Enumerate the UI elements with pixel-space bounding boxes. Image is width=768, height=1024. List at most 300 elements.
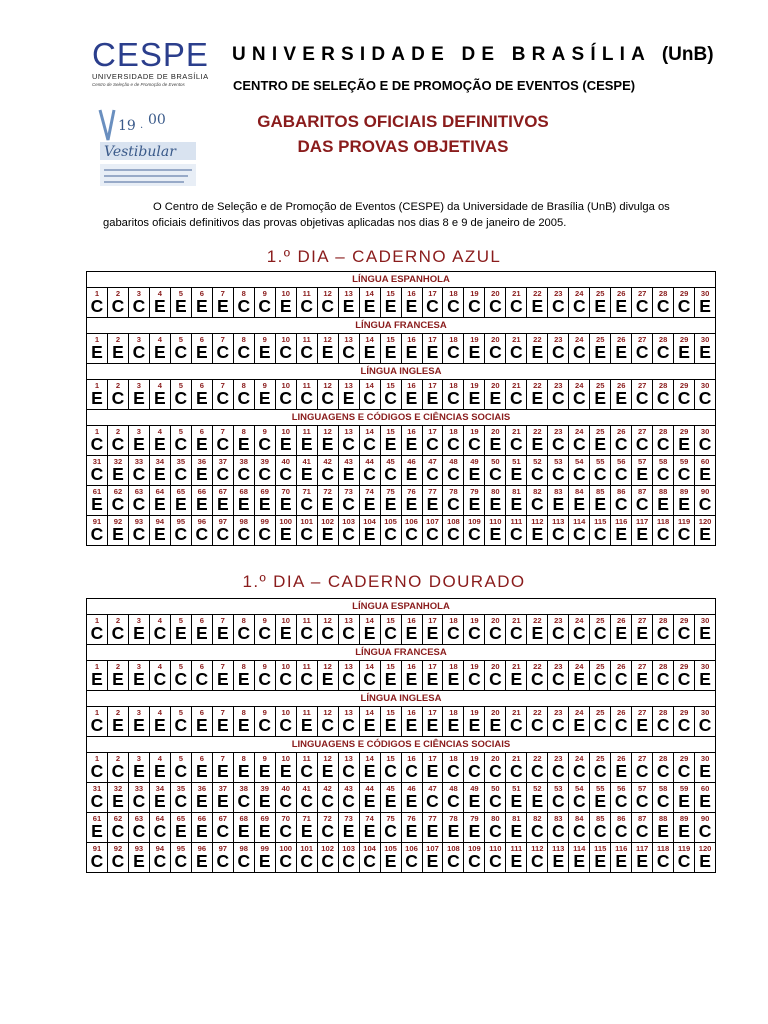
answer-cell	[443, 486, 464, 515]
answer-letter: E	[426, 342, 439, 362]
answer-letter: E	[133, 715, 145, 735]
answer-cell	[569, 843, 590, 872]
question-number: 50	[491, 784, 500, 793]
answer-letter: C	[531, 669, 544, 689]
answer-letter: E	[154, 388, 166, 408]
question-number: 84	[575, 814, 584, 823]
question-number: 20	[491, 335, 500, 344]
answer-letter: C	[426, 434, 439, 454]
question-number: 66	[197, 487, 207, 496]
question-number: 20	[491, 381, 500, 390]
question-number: 65	[176, 487, 186, 496]
answer-letter: E	[615, 851, 628, 871]
answer-letter: C	[321, 715, 334, 735]
answer-letter: E	[531, 623, 544, 643]
answer-letter: C	[132, 494, 146, 514]
answer-cell	[464, 661, 485, 690]
question-number: 91	[92, 844, 102, 853]
question-number: 74	[365, 814, 374, 823]
answer-letter: C	[90, 623, 104, 643]
answer-cell	[590, 753, 611, 782]
answer-cell	[632, 615, 653, 644]
question-number: 13	[344, 708, 353, 717]
answer-letter: E	[447, 715, 460, 735]
answer-letter: C	[677, 524, 691, 544]
question-number: 22	[533, 754, 542, 763]
question-number: 27	[637, 754, 647, 763]
answer-cell	[485, 516, 506, 545]
answer-cell	[360, 813, 381, 842]
question-number: 58	[658, 457, 668, 466]
answer-letter: C	[593, 524, 607, 544]
answer-letter: C	[111, 761, 125, 781]
question-number: 12	[323, 754, 332, 763]
answer-cell	[653, 661, 674, 690]
question-number: 66	[197, 814, 207, 823]
answer-cell	[548, 486, 569, 515]
answer-cell	[443, 516, 464, 545]
question-number: 41	[302, 457, 311, 466]
answer-letter: C	[614, 434, 628, 454]
answer-cell	[653, 334, 674, 363]
answer-letter: C	[111, 821, 125, 841]
answer-cell	[87, 334, 108, 363]
answer-cell	[423, 334, 444, 363]
answer-cell	[150, 334, 171, 363]
document-title-line2: DAS PROVAS OBJETIVAS	[297, 137, 509, 156]
question-number: 40	[281, 457, 290, 466]
answer-letter: C	[447, 464, 460, 484]
answer-letter: E	[237, 434, 250, 454]
answer-cell	[569, 813, 590, 842]
answer-letter: C	[342, 715, 355, 735]
question-number: 4	[157, 754, 162, 763]
question-number: 5	[178, 427, 183, 436]
answer-cell	[129, 486, 150, 515]
question-number: 28	[658, 708, 668, 717]
answer-letter: C	[342, 524, 355, 544]
answer-cell	[192, 843, 213, 872]
answer-cell	[360, 753, 381, 782]
answer-cell	[506, 753, 527, 782]
answer-letter: C	[468, 851, 481, 871]
question-number: 62	[113, 487, 123, 496]
answer-cell	[360, 843, 381, 872]
answer-cell	[381, 843, 402, 872]
answer-cell	[632, 380, 653, 409]
question-number: 8	[241, 335, 246, 344]
answer-letter: C	[447, 791, 460, 811]
question-number: 87	[637, 814, 647, 823]
answer-letter: E	[699, 524, 711, 544]
answer-cell	[423, 783, 444, 812]
answer-letter: E	[112, 524, 124, 544]
answer-cell	[423, 615, 444, 644]
question-number: 9	[262, 616, 267, 625]
question-number: 2	[115, 427, 121, 436]
question-number: 44	[365, 784, 374, 793]
question-number: 47	[428, 457, 437, 466]
answer-letter: E	[321, 669, 334, 689]
document-title-line1: GABARITOS OFICIAIS DEFINITIVOS	[257, 112, 549, 131]
answer-letter: C	[656, 296, 670, 316]
answer-letter: E	[112, 791, 124, 811]
question-number: 103	[342, 517, 355, 526]
answer-cell	[674, 516, 695, 545]
answer-letter: C	[426, 791, 439, 811]
answer-row	[87, 843, 715, 872]
answer-cell	[234, 753, 255, 782]
answer-letter: C	[677, 715, 691, 735]
question-number: 21	[512, 616, 521, 625]
answer-cell	[569, 516, 590, 545]
answer-letter: C	[321, 851, 334, 871]
question-number: 63	[134, 814, 144, 823]
question-number: 5	[178, 662, 183, 671]
question-number: 11	[302, 708, 311, 717]
subject-header: LÍNGUA ESPANHOLA	[87, 272, 715, 288]
answer-cell	[590, 456, 611, 485]
answer-letter: E	[175, 623, 187, 643]
question-number: 50	[491, 457, 500, 466]
question-number: 30	[700, 754, 710, 763]
answer-cell	[695, 707, 715, 736]
question-number: 28	[658, 754, 668, 763]
question-number: 3	[136, 662, 142, 671]
answer-letter: C	[489, 821, 502, 841]
answer-letter: E	[468, 715, 481, 735]
question-number: 30	[700, 289, 710, 298]
question-number: 86	[616, 487, 626, 496]
question-number: 4	[157, 662, 162, 671]
question-number: 10	[281, 381, 290, 390]
answer-letter: E	[342, 296, 355, 316]
answer-letter: C	[384, 388, 397, 408]
question-number: 20	[491, 427, 500, 436]
question-number: 16	[407, 662, 416, 671]
question-number: 83	[554, 487, 563, 496]
answer-cell	[527, 334, 548, 363]
question-number: 4	[157, 616, 162, 625]
question-number: 92	[113, 844, 123, 853]
answer-cell	[129, 783, 150, 812]
answer-letter: C	[153, 669, 167, 689]
answer-letter: E	[175, 494, 187, 514]
answer-letter: E	[384, 342, 397, 362]
answer-letter: C	[635, 791, 649, 811]
question-number: 117	[636, 517, 649, 526]
question-number: 112	[531, 844, 544, 853]
answer-letter: C	[174, 669, 188, 689]
answer-cell	[527, 753, 548, 782]
answer-cell	[318, 486, 339, 515]
question-number: 55	[596, 784, 605, 793]
question-number: 51	[512, 457, 521, 466]
question-number: 18	[449, 427, 458, 436]
answer-letter: E	[510, 669, 523, 689]
answer-letter: C	[279, 342, 293, 362]
question-number: 100	[279, 844, 293, 853]
answer-letter: C	[593, 761, 607, 781]
answer-cell	[297, 753, 318, 782]
answer-cell	[381, 334, 402, 363]
answer-letter: E	[363, 715, 376, 735]
answer-letter: E	[447, 669, 460, 689]
question-number: 113	[552, 844, 565, 853]
answer-letter: C	[342, 669, 355, 689]
answer-cell	[255, 661, 276, 690]
question-number: 117	[636, 844, 649, 853]
answer-cell	[150, 753, 171, 782]
answer-cell	[485, 426, 506, 455]
question-number: 82	[533, 487, 542, 496]
question-number: 71	[302, 487, 311, 496]
question-number: 17	[428, 708, 437, 717]
answer-letter: C	[342, 342, 355, 362]
question-number: 48	[449, 457, 458, 466]
answer-letter: E	[112, 342, 124, 362]
answer-cell	[192, 661, 213, 690]
question-number: 89	[679, 814, 689, 823]
answer-letter: C	[174, 761, 188, 781]
answer-cell	[695, 380, 715, 409]
question-number: 15	[386, 708, 395, 717]
answer-cell	[632, 486, 653, 515]
question-number: 37	[218, 457, 228, 466]
answer-cell	[464, 516, 485, 545]
question-number: 57	[637, 457, 647, 466]
answer-cell	[569, 288, 590, 317]
answer-letter: C	[90, 791, 104, 811]
answer-letter: E	[195, 494, 208, 514]
answer-cell	[464, 783, 485, 812]
answer-letter: C	[279, 851, 293, 871]
question-number: 17	[428, 754, 437, 763]
answer-letter: E	[447, 821, 460, 841]
question-number: 99	[260, 517, 269, 526]
answer-cell	[506, 334, 527, 363]
answer-letter: E	[112, 715, 124, 735]
answer-cell	[192, 615, 213, 644]
answer-letter: C	[174, 715, 188, 735]
question-number: 26	[616, 708, 626, 717]
answer-cell	[213, 426, 234, 455]
answer-cell	[108, 661, 129, 690]
answer-cell	[548, 380, 569, 409]
answer-letter: C	[677, 761, 691, 781]
answer-cell	[674, 615, 695, 644]
answer-cell	[527, 843, 548, 872]
question-number: 3	[136, 381, 142, 390]
answer-cell	[674, 813, 695, 842]
answer-cell	[674, 486, 695, 515]
answer-letter: C	[342, 851, 355, 871]
answer-letter: E	[258, 761, 271, 781]
question-number: 120	[698, 844, 712, 853]
answer-letter: E	[321, 342, 334, 362]
answer-cell	[213, 516, 234, 545]
question-number: 2	[115, 754, 121, 763]
question-number: 34	[155, 457, 165, 466]
answer-letter: C	[656, 434, 670, 454]
answer-letter: C	[90, 464, 104, 484]
question-number: 61	[92, 487, 102, 496]
answer-cell	[611, 334, 632, 363]
answer-cell	[443, 783, 464, 812]
answer-row	[87, 516, 715, 545]
question-number: 99	[260, 844, 269, 853]
answer-cell	[213, 661, 234, 690]
answer-letter: C	[321, 791, 334, 811]
answer-letter: C	[405, 761, 418, 781]
answer-letter: C	[405, 524, 418, 544]
answer-cell	[402, 516, 423, 545]
answer-letter: C	[237, 851, 251, 871]
answer-letter: C	[447, 524, 460, 544]
answer-letter: C	[656, 388, 670, 408]
question-number: 7	[220, 616, 225, 625]
answer-cell	[318, 288, 339, 317]
question-number: 24	[575, 662, 584, 671]
answer-row	[87, 615, 715, 645]
answer-letter: C	[258, 464, 272, 484]
answer-cell	[87, 843, 108, 872]
answer-letter: E	[195, 821, 208, 841]
answer-cell	[381, 783, 402, 812]
answer-letter: C	[132, 342, 146, 362]
answer-cell	[381, 516, 402, 545]
answer-cell	[213, 380, 234, 409]
question-number: 75	[386, 814, 395, 823]
question-number: 15	[386, 335, 395, 344]
answer-letter: C	[90, 761, 104, 781]
question-number: 26	[616, 289, 626, 298]
answer-letter: E	[237, 669, 250, 689]
question-number: 11	[302, 427, 311, 436]
question-number: 119	[677, 844, 691, 853]
answer-cell	[695, 843, 715, 872]
answer-cell	[87, 753, 108, 782]
answer-cell	[443, 334, 464, 363]
answer-cell	[360, 661, 381, 690]
answer-cell	[129, 707, 150, 736]
answer-letter: E	[258, 342, 271, 362]
answer-cell	[464, 486, 485, 515]
answer-letter: C	[572, 388, 586, 408]
answer-cell	[611, 426, 632, 455]
question-number: 53	[554, 784, 563, 793]
answer-cell	[611, 456, 632, 485]
answer-letter: E	[321, 761, 334, 781]
answer-letter: E	[636, 524, 649, 544]
question-number: 12	[323, 289, 332, 298]
question-number: 98	[239, 844, 248, 853]
question-number: 71	[302, 814, 311, 823]
cespe-logo	[92, 36, 210, 100]
question-number: 15	[386, 616, 395, 625]
question-number: 1	[94, 708, 100, 717]
answer-letter: C	[447, 434, 460, 454]
question-number: 45	[386, 784, 395, 793]
answer-cell	[485, 783, 506, 812]
answer-letter: E	[91, 494, 103, 514]
question-number: 8	[241, 289, 246, 298]
answer-letter: E	[216, 669, 229, 689]
answer-letter: C	[447, 851, 460, 871]
question-number: 97	[218, 844, 228, 853]
answer-letter: C	[132, 524, 146, 544]
question-number: 96	[197, 844, 207, 853]
answer-letter: C	[468, 669, 481, 689]
svg-text:.: .	[140, 120, 144, 131]
question-number: 7	[220, 754, 225, 763]
question-number: 86	[616, 814, 626, 823]
question-number: 10	[281, 289, 290, 298]
answer-cell	[464, 753, 485, 782]
answer-cell	[695, 288, 715, 317]
question-number: 36	[197, 457, 207, 466]
subject-header: LÍNGUA ESPANHOLA	[87, 599, 715, 615]
question-number: 104	[363, 517, 376, 526]
question-number: 21	[512, 381, 521, 390]
answer-cell	[423, 380, 444, 409]
question-number: 59	[679, 784, 689, 793]
question-number: 69	[260, 487, 269, 496]
question-number: 89	[679, 487, 689, 496]
answer-cell	[485, 813, 506, 842]
question-number: 24	[575, 754, 584, 763]
answer-cell	[171, 753, 192, 782]
answer-letter: C	[593, 821, 607, 841]
answer-letter: E	[195, 434, 208, 454]
answer-cell	[569, 783, 590, 812]
answer-letter: E	[216, 791, 229, 811]
answer-letter: E	[112, 464, 124, 484]
question-number: 5	[178, 381, 183, 390]
answer-cell	[464, 288, 485, 317]
question-number: 5	[178, 335, 183, 344]
answer-letter: C	[279, 715, 293, 735]
answer-cell	[339, 380, 360, 409]
question-number: 107	[426, 844, 439, 853]
answer-letter: E	[594, 851, 607, 871]
answer-letter: C	[551, 761, 565, 781]
answer-cell	[360, 516, 381, 545]
answer-cell	[255, 753, 276, 782]
question-number: 114	[573, 844, 586, 853]
answer-letter: E	[216, 623, 229, 643]
answer-cell	[632, 813, 653, 842]
answer-cell	[423, 288, 444, 317]
answer-letter: E	[426, 761, 439, 781]
question-number: 94	[155, 844, 165, 853]
logo-tagline: Centro de Seleção e de Promoção de Eventos	[92, 82, 185, 87]
question-number: 43	[344, 457, 353, 466]
answer-cell	[129, 288, 150, 317]
answer-cell	[234, 456, 255, 485]
answer-cell	[234, 615, 255, 644]
answer-letter: E	[195, 464, 208, 484]
answer-letter: E	[321, 494, 334, 514]
question-number: 79	[470, 487, 479, 496]
answer-letter: E	[363, 821, 376, 841]
question-number: 27	[637, 427, 647, 436]
answer-cell	[213, 615, 234, 644]
answer-cell	[506, 707, 527, 736]
answer-cell	[318, 753, 339, 782]
question-number: 3	[136, 335, 142, 344]
answer-letter: E	[426, 821, 439, 841]
